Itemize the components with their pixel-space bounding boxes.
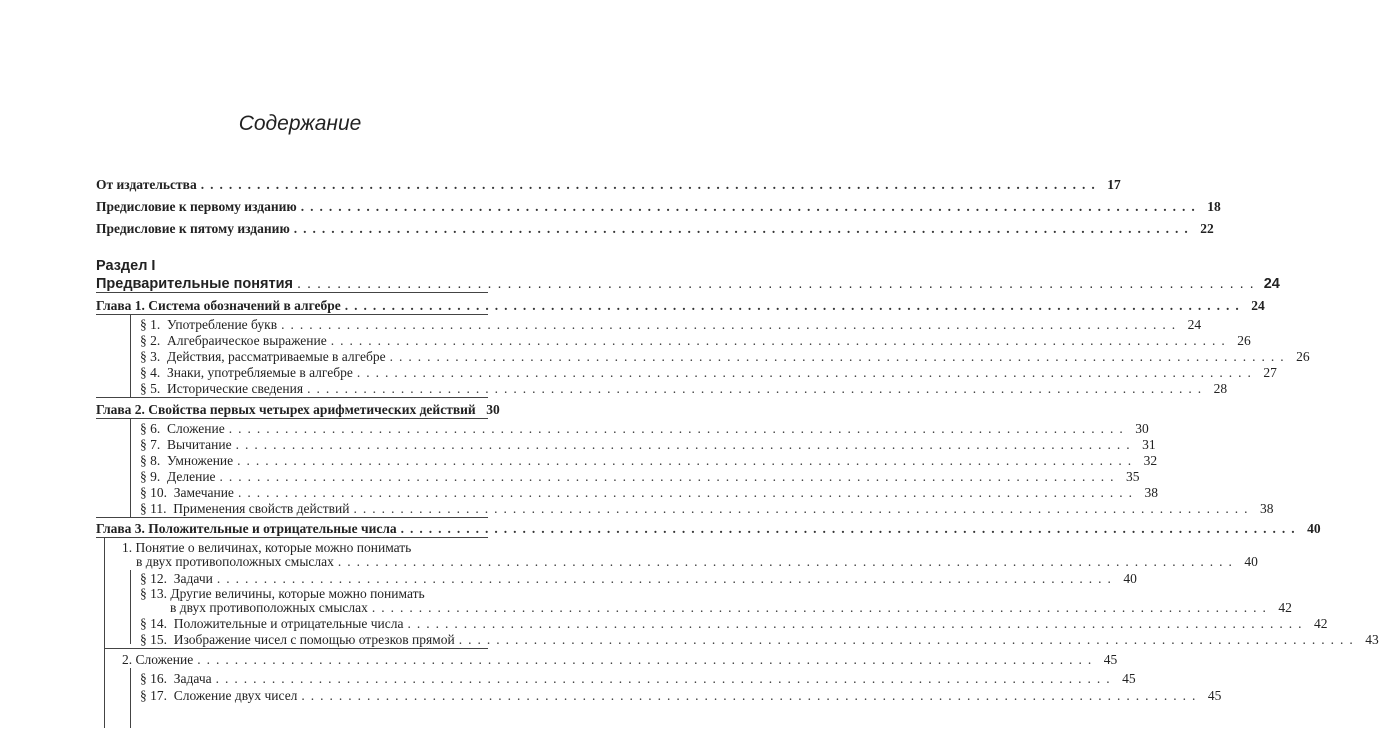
toc-entry[interactable] — [140, 687, 1222, 703]
section-label: Знаки, употребляемые в алгебре — [167, 365, 353, 380]
leader-dots: ................................................................................................ — [237, 453, 1138, 468]
leader-dots: ................................................................................................ — [407, 616, 1308, 631]
section-label: Употребление букв — [167, 317, 278, 332]
toc-entry[interactable] — [140, 364, 1277, 380]
section-label: Сложение — [167, 421, 225, 436]
leader-dots: ................................................................................................ — [337, 554, 1238, 569]
chapter-entry[interactable] — [96, 520, 1321, 536]
leader-dots: ................................................................................................ — [228, 421, 1129, 436]
toc-entry-label: Предисловие к первому изданию — [96, 199, 297, 214]
section-page: 45 — [1122, 671, 1136, 686]
leader-dots: ................................................................................................ — [389, 349, 1290, 364]
section-page: 26 — [1237, 333, 1251, 348]
section-page: 40 — [1123, 571, 1137, 586]
section-page: 38 — [1144, 485, 1158, 500]
section-label: Исторические сведения — [167, 381, 304, 396]
section-number: § 17. — [140, 688, 167, 703]
part-page: 24 — [1263, 276, 1280, 292]
section-number: § 9. — [140, 469, 161, 484]
section-number: § 1. — [140, 317, 161, 332]
leader-dots: ................................................................................................ — [237, 485, 1138, 500]
toc-entry[interactable] — [140, 348, 1310, 364]
chapter-entry[interactable] — [96, 401, 500, 417]
section-bracket — [130, 570, 131, 644]
toc-entry[interactable] — [140, 484, 1158, 500]
section-bracket — [130, 419, 131, 517]
section-page: 28 — [1213, 381, 1228, 396]
leader-dots: ................................................................................................ — [400, 521, 1301, 536]
leader-dots: ................................................................................................ — [353, 501, 1254, 516]
section-label: Деление — [167, 469, 216, 484]
toc-entry[interactable] — [96, 198, 1221, 214]
toc-entry[interactable] — [140, 380, 1228, 396]
section-label: Вычитание — [167, 437, 232, 452]
toc-entry[interactable] — [96, 176, 1121, 192]
leader-dots: ................................................................................................ — [300, 199, 1201, 214]
section-number: § 7. — [140, 437, 161, 452]
toc-entry-page: 22 — [1200, 221, 1214, 236]
toc-entry[interactable] — [140, 420, 1149, 436]
leader-dots: ................................................................................................ — [356, 365, 1257, 380]
section-page: 32 — [1143, 453, 1158, 468]
leader-dots: ................................................................................................ — [235, 437, 1136, 452]
divider — [96, 517, 488, 518]
leader-dots: ................................................................................................ — [330, 333, 1231, 348]
divider — [96, 418, 488, 419]
section-number: § 6. — [140, 421, 161, 436]
section-number: § 4. — [140, 365, 161, 380]
section-label: Действия, рассматриваемые в алгебре — [167, 349, 386, 364]
toc-entry-page: 18 — [1207, 199, 1221, 214]
section-label: Применения свойств действий — [173, 501, 350, 516]
section-number: § 5. — [140, 381, 161, 396]
chapter-page: 24 — [1251, 298, 1265, 313]
chapter-page: 40 — [1307, 521, 1321, 536]
divider — [96, 292, 488, 293]
chapter-label: Глава 2. Свойства первых четырех арифметических действий — [96, 402, 476, 417]
section-label: Положительные и отрицательные числа — [173, 616, 404, 631]
toc-entry[interactable] — [140, 332, 1251, 348]
section-number: § 8. — [140, 453, 161, 468]
part-title-entry[interactable] — [96, 274, 1280, 292]
leader-dots: ................................................................................................ — [293, 221, 1194, 236]
toc-entry-label: Предисловие к пятому изданию — [96, 221, 290, 236]
divider — [96, 537, 488, 538]
section-page: 24 — [1187, 317, 1202, 332]
section-label: Задача — [173, 671, 212, 686]
part-name: Раздел I — [96, 258, 156, 274]
toc-entry[interactable] — [96, 220, 1214, 236]
section-number: § 16. — [140, 671, 167, 686]
section-page: 42 — [1313, 616, 1328, 631]
section-number: § 11. — [140, 501, 167, 516]
toc-entry[interactable] — [140, 316, 1202, 332]
divider — [96, 314, 488, 315]
chapter-label: Глава 1. Система обозначений в алгебре — [96, 298, 341, 313]
leader-dots: ................................................................................................ — [371, 600, 1272, 615]
section-label: Задачи — [173, 571, 213, 586]
subsection-label: 2. Сложение — [122, 652, 194, 667]
toc-entry[interactable] — [170, 599, 1292, 615]
leader-dots: ................................................................................................ — [219, 469, 1120, 484]
leader-dots: ................................................................................................ — [281, 317, 1182, 332]
leader-dots: ................................................................................................ — [344, 298, 1245, 313]
section-line: § 13. Другие величины, которые можно понимать — [140, 586, 425, 601]
section-page: 43 — [1365, 632, 1379, 647]
subsection-line: 1. Понятие о величинах, которые можно понимать — [122, 540, 412, 555]
leader-dots: ................................................................................................ — [216, 571, 1117, 586]
chapter-entry[interactable] — [96, 297, 1265, 313]
toc-entry[interactable] — [140, 570, 1137, 586]
section-number: § 2. — [140, 333, 161, 348]
section-number: § 12. — [140, 571, 167, 586]
toc-entry-label: От издательства — [96, 177, 197, 192]
section-number: § 14. — [140, 616, 167, 631]
section-page: 35 — [1126, 469, 1140, 484]
chapter-page: 30 — [486, 402, 500, 417]
leader-dots: ................................................................................................ — [296, 276, 1260, 292]
section-page: 26 — [1296, 349, 1310, 364]
leader-dots: ................................................................................................ — [458, 632, 1359, 647]
section-bracket — [130, 315, 131, 397]
toc-entry[interactable] — [140, 615, 1328, 631]
section-label: Умножение — [167, 453, 234, 468]
subsection-page: 45 — [1103, 652, 1118, 667]
subsection-entry[interactable] — [122, 651, 1118, 667]
section-label: Сложение двух чисел — [173, 688, 298, 703]
divider — [104, 648, 488, 649]
section-page: 38 — [1259, 501, 1274, 516]
subsection-label: в двух противоположных смыслах — [136, 554, 334, 569]
divider — [96, 397, 488, 398]
section-bracket — [104, 538, 105, 728]
toc-entry[interactable] — [140, 468, 1140, 484]
section-page: 42 — [1278, 600, 1292, 615]
toc-entry[interactable] — [140, 631, 1379, 647]
leader-dots: ................................................................................................ — [197, 652, 1098, 667]
leader-dots: ................................................................................................ — [215, 671, 1116, 686]
section-label: Изображение чисел с помощью отрезков прямой — [173, 632, 455, 647]
section-label: в двух противоположных смыслах — [170, 600, 368, 615]
part-title: Предварительные понятия — [96, 276, 293, 292]
subsection-page: 40 — [1244, 554, 1258, 569]
leader-dots: ................................................................................................ — [200, 177, 1101, 192]
leader-dots: ................................................................................................ — [307, 381, 1208, 396]
section-number: § 15. — [140, 632, 167, 647]
section-number: § 10. — [140, 485, 167, 500]
section-page: 30 — [1135, 421, 1149, 436]
subsection-entry[interactable] — [136, 553, 1258, 569]
section-label: Алгебраическое выражение — [167, 333, 327, 348]
section-page: 45 — [1207, 688, 1222, 703]
toc-entry[interactable] — [140, 436, 1156, 452]
leader-dots: ................................................................................................ — [301, 688, 1202, 703]
section-number: § 3. — [140, 349, 161, 364]
chapter-label: Глава 3. Положительные и отрицательные числа — [96, 521, 397, 536]
toc-entry[interactable] — [140, 500, 1274, 516]
section-page: 31 — [1142, 437, 1156, 452]
toc-entry-page: 17 — [1107, 177, 1121, 192]
section-bracket — [130, 668, 131, 728]
section-page: 27 — [1263, 365, 1277, 380]
toc-entry[interactable] — [140, 670, 1136, 686]
section-label: Замечание — [173, 485, 234, 500]
toc-entry[interactable] — [140, 452, 1158, 468]
page-title: Содержание — [238, 112, 362, 135]
